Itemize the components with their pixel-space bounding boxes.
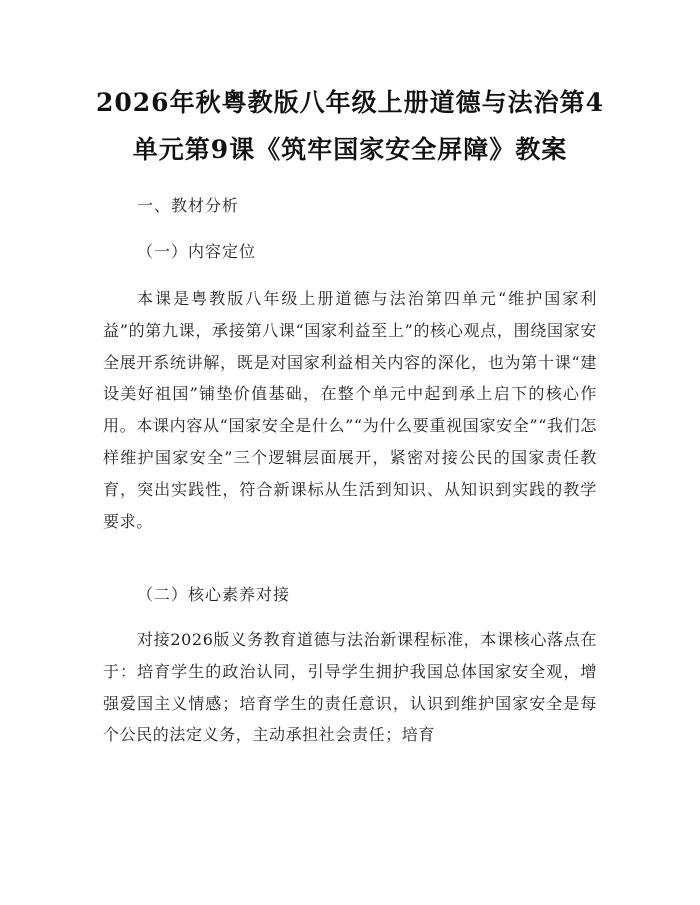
document-title-line-1: 2026年秋粤教版八年级上册道德与法治第4: [96, 88, 604, 117]
subsection-heading-content-positioning: （一）内容定位: [137, 242, 257, 261]
paragraph-content-positioning: 本课是粤教版八年级上册道德与法治第四单元“维护国家利益”的第九课，承接第八课“国家利益至上”的核心观点，围绕国家安全展开系统讲解，既是对国家利益相关内容的深化，也为第十课“建设美好祖国”铺垫价值基础，在整个单元中起到承上启下的核心作用。本课内容从“国家安全是什么”“为什么要重视国家安全”“我们怎样维护国家安全”三个逻辑层面展开，紧密对接公民的国家责任教育，突出实践性，符合新课标从生活到知识、从知识到实践的教学要求。: [103, 289, 597, 531]
section-heading-textbook-analysis: 一、教材分析: [137, 196, 240, 215]
document-title-line-2: 单元第9课《筑牢国家安全屏障》教案: [132, 135, 568, 164]
paragraph-core-literacy: 对接2026版义务教育道德与法治新课程标准，本课核心落点在于：培育学生的政治认同，引导学生拥护我国总体国家安全观，增强爱国主义情感；培育学生的责任意识，认识到维护国家安全是每个公民的法定义务，主动承担社会责任；培育: [103, 630, 597, 745]
subsection-heading-core-literacy: （二）核心素养对接: [137, 585, 291, 604]
